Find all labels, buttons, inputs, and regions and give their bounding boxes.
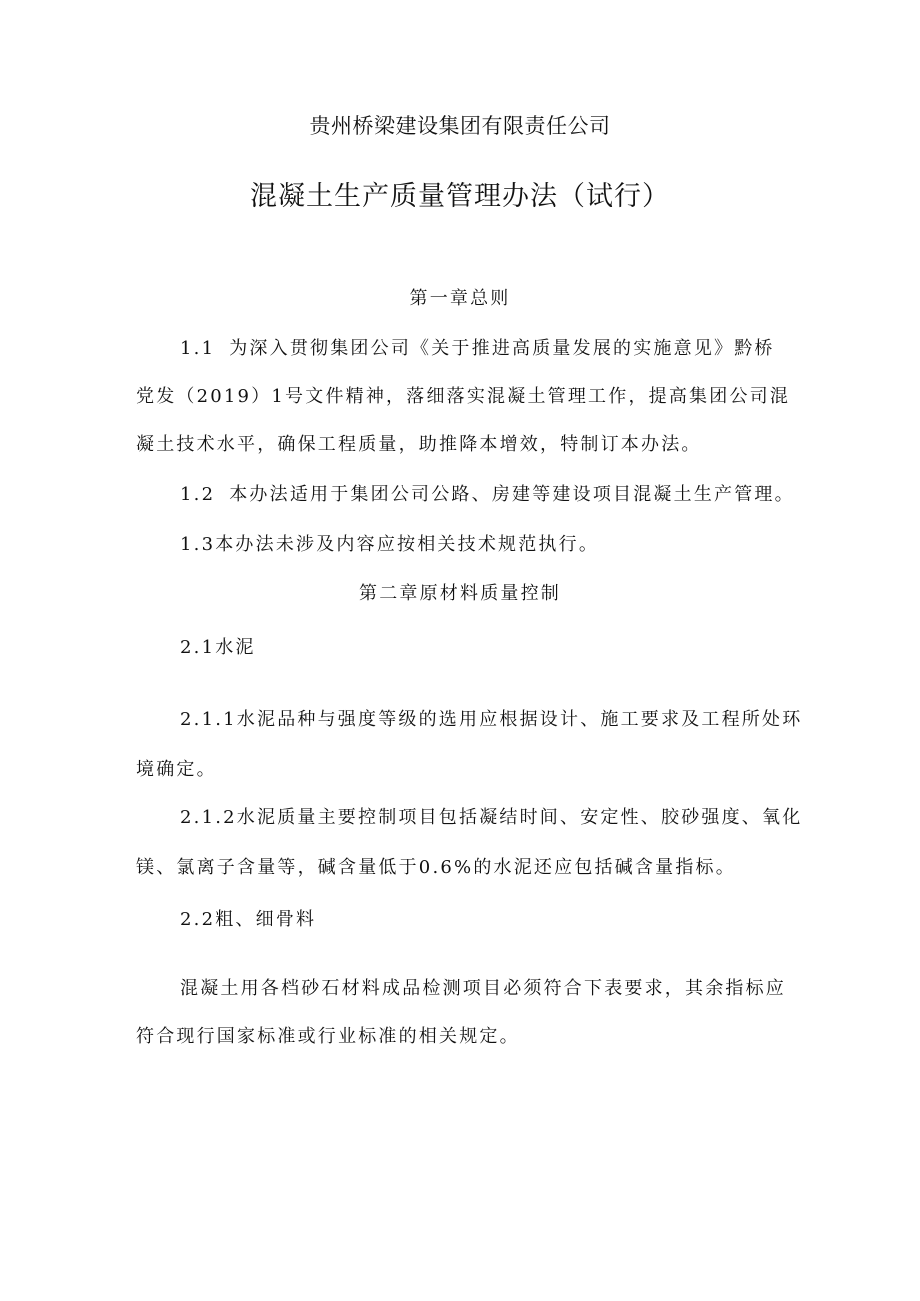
paragraph-1-3: 1.3本办法未涉及内容应按相关技术规范执行。 [180, 534, 600, 555]
chapter-1-heading: 第一章总则 [409, 288, 511, 309]
paragraph-2-2-line-1: 混凝土用各档砂石材料成品检测项目必须符合下表要求，其余指标应 [180, 978, 786, 999]
section-2-2-heading: 2.2粗、细骨料 [180, 909, 317, 930]
paragraph-2-1-1-line-1: 2.1.1水泥品种与强度等级的选用应根据设计、施工要求及工程所处环 [180, 709, 803, 730]
paragraph-1-1-line-1 [180, 337, 775, 361]
paragraph-2-1-2-line-1: 2.1.2水泥质量主要控制项目包括凝结时间、安定性、胶砂强度、氧化 [180, 807, 803, 828]
company-name: 贵州桥梁建设集团有限责任公司 [309, 114, 611, 138]
clause-text: 本办法适用于集团公司公路、房建等建设项目混凝土生产管理。 [229, 484, 795, 505]
paragraph-2-1-2-line-2: 镁、氯离子含量等，碱含量低于0.6%的水泥还应包括碱含量指标。 [136, 857, 736, 878]
clause-text: 为深入贯彻集团公司《关于推进高质量发展的实施意见》黔桥 [229, 338, 775, 359]
section-2-1-heading: 2.1水泥 [180, 637, 256, 658]
document-title: 混凝土生产质量管理办法（试行） [250, 181, 670, 212]
clause-number: 1.2 [180, 484, 216, 505]
paragraph-2-2-line-2: 符合现行国家标准或行业标准的相关规定。 [136, 1026, 520, 1047]
paragraph-1-2 [180, 483, 795, 507]
paragraph-2-1-1-line-2: 境确定。 [136, 759, 217, 780]
chapter-2-heading: 第二章原材料质量控制 [359, 583, 561, 604]
paragraph-1-1-line-2: 党发（2019）1号文件精神，落细落实混凝土管理工作，提高集团公司混 [136, 386, 791, 407]
clause-number: 1.1 [180, 338, 216, 359]
paragraph-1-1-line-3: 凝土技术水平，确保工程质量，助推降本增效，特制订本办法。 [136, 434, 702, 455]
